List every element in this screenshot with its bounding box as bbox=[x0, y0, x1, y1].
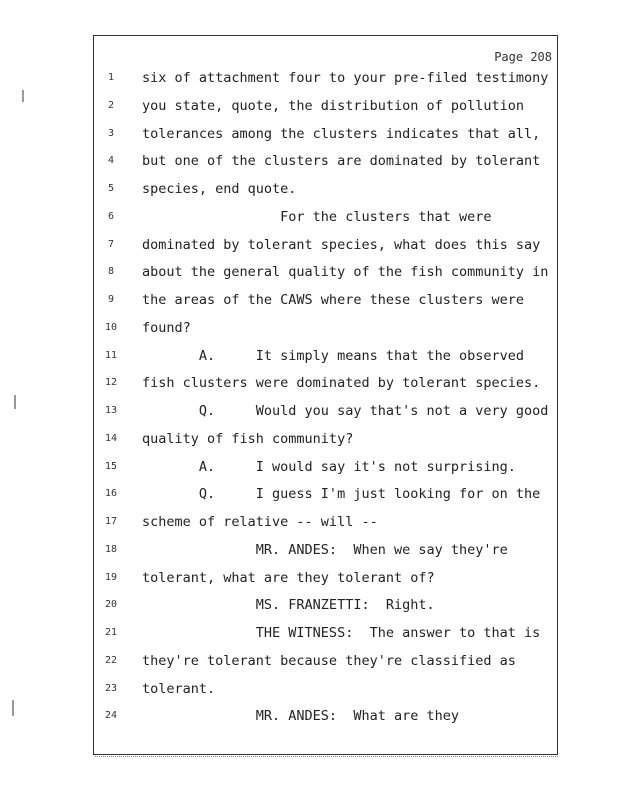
line-text: tolerances among the clusters indicates that all, bbox=[142, 125, 541, 142]
line-text: MS. FRANZETTI: Right. bbox=[142, 597, 435, 614]
transcript-line bbox=[0, 623, 618, 643]
transcript-line bbox=[0, 207, 618, 227]
line-number: 17 bbox=[104, 516, 118, 527]
line-text: they're tolerant because they're classified as bbox=[142, 652, 516, 669]
line-text: MR. ANDES: What are they bbox=[142, 708, 459, 725]
line-text: you state, quote, the distribution of pollution bbox=[142, 97, 525, 114]
line-text: the areas of the CAWS where these clusters were bbox=[142, 292, 525, 308]
line-text: A. It simply means that the observed bbox=[142, 347, 525, 364]
line-number: 7 bbox=[107, 238, 115, 250]
bottom-rule bbox=[95, 756, 558, 758]
transcript-line bbox=[0, 179, 618, 199]
transcript-line bbox=[0, 318, 618, 338]
transcript-line bbox=[0, 401, 618, 421]
line-number: 8 bbox=[107, 266, 115, 278]
transcript-line bbox=[0, 96, 618, 116]
transcript-line bbox=[0, 373, 618, 393]
transcript-line bbox=[0, 290, 618, 310]
line-number: 1 bbox=[107, 72, 115, 83]
line-number: 23 bbox=[104, 682, 118, 694]
transcript-line bbox=[0, 679, 618, 699]
line-number: 24 bbox=[104, 710, 118, 722]
line-number: 19 bbox=[104, 571, 118, 583]
transcript-line bbox=[0, 595, 618, 615]
margin-mark bbox=[22, 90, 24, 102]
line-number: 18 bbox=[104, 543, 118, 555]
line-text: fish clusters were dominated by tolerant species. bbox=[142, 375, 541, 392]
line-text: species, end quote. bbox=[142, 181, 297, 197]
line-text: Q. Would you say that's not a very good bbox=[142, 403, 549, 419]
line-text: Q. I guess I'm just looking for on the bbox=[142, 486, 541, 503]
line-number: 2 bbox=[107, 99, 115, 111]
line-text: MR. ANDES: When we say they're bbox=[142, 541, 508, 558]
transcript-line bbox=[0, 262, 618, 282]
margin-mark bbox=[12, 700, 14, 716]
line-text: but one of the clusters are dominated by tolerant bbox=[142, 153, 541, 170]
line-number: 22 bbox=[104, 654, 118, 666]
line-text: A. I would say it's not surprising. bbox=[142, 458, 516, 475]
transcript-line bbox=[0, 429, 618, 449]
transcript-line bbox=[0, 484, 618, 504]
line-number: 16 bbox=[104, 488, 118, 500]
line-number: 9 bbox=[107, 294, 115, 305]
line-text: quality of fish community? bbox=[142, 430, 354, 447]
line-number: 5 bbox=[107, 183, 115, 194]
line-text: THE WITNESS: The answer to that is bbox=[142, 625, 541, 641]
line-text: scheme of relative -- will -- bbox=[142, 514, 378, 530]
transcript-line bbox=[0, 651, 618, 671]
line-number: 6 bbox=[107, 210, 115, 222]
transcript-line bbox=[0, 457, 618, 477]
line-number: 21 bbox=[104, 627, 118, 638]
transcript-line bbox=[0, 512, 618, 532]
line-text: dominated by tolerant species, what does this say bbox=[142, 236, 541, 253]
line-number: 20 bbox=[104, 599, 118, 611]
line-number: 14 bbox=[104, 432, 118, 444]
line-number: 11 bbox=[104, 349, 118, 361]
transcript-line bbox=[0, 568, 618, 588]
line-text: six of attachment four to your pre-filed testimony bbox=[142, 70, 549, 86]
line-text: tolerant. bbox=[142, 680, 216, 697]
line-text: For the clusters that were bbox=[142, 208, 492, 225]
page-number: Page 208 bbox=[494, 50, 552, 64]
transcript-line bbox=[0, 68, 618, 88]
transcript-line bbox=[0, 540, 618, 560]
line-number: 4 bbox=[107, 155, 115, 167]
line-text: found? bbox=[142, 319, 191, 336]
transcript-line bbox=[0, 706, 618, 726]
line-number: 3 bbox=[107, 127, 115, 139]
transcript-line bbox=[0, 124, 618, 144]
line-number: 13 bbox=[104, 405, 118, 416]
line-number: 12 bbox=[104, 377, 118, 389]
line-number: 15 bbox=[104, 460, 118, 472]
margin-mark bbox=[14, 395, 16, 409]
transcript-line bbox=[0, 346, 618, 366]
line-text: tolerant, what are they tolerant of? bbox=[142, 569, 435, 586]
line-number: 10 bbox=[104, 321, 118, 333]
transcript-line bbox=[0, 235, 618, 255]
line-text: about the general quality of the fish community in bbox=[142, 264, 549, 281]
transcript-line bbox=[0, 151, 618, 171]
